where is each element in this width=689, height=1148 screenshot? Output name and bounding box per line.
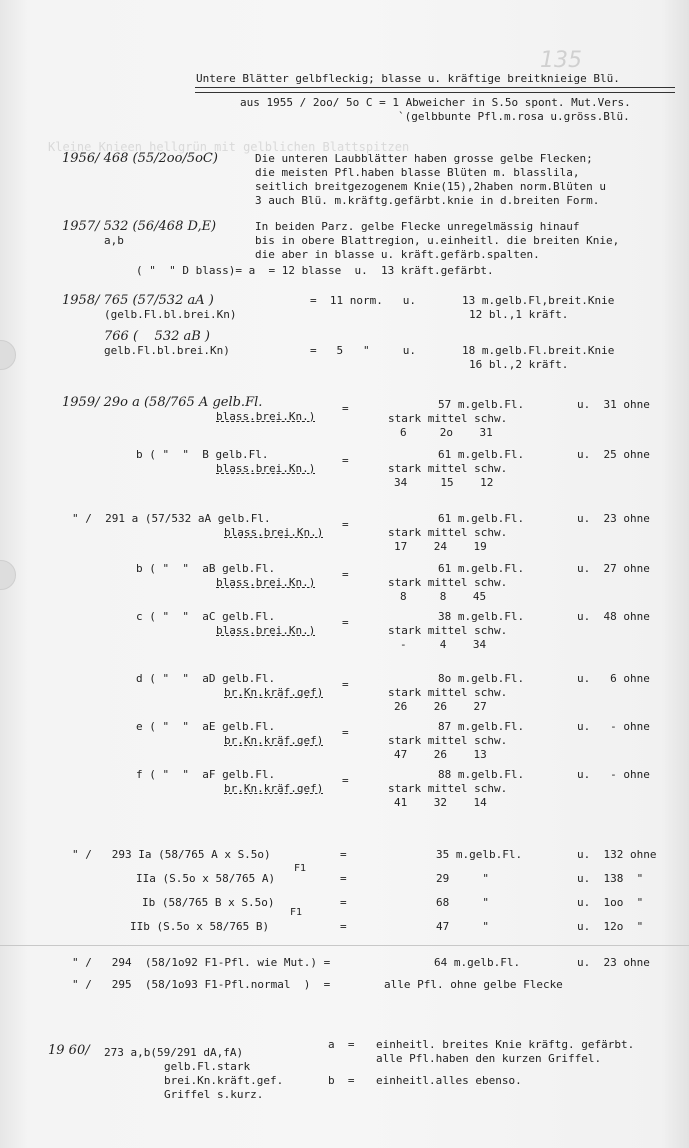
entry-eq: = [342, 568, 349, 581]
result-tail: u. 48 ohne [577, 610, 650, 623]
entry-eq: = [342, 774, 349, 787]
entry-label: e ( " " aE gelb.Fl. [136, 720, 276, 733]
entry-eq: = [342, 454, 349, 467]
entry-294-tail: u. 23 ohne [577, 956, 650, 969]
entry-label2: br.Kn.kräf.gef) [224, 734, 324, 747]
result-total: 8o m.gelb.Fl. [438, 672, 525, 685]
entry-right: 16 bl.,2 kräft. [469, 358, 569, 371]
header-title: Untere Blätter gelbfleckig; blasse u. kräftige breitknieige Blü. [196, 72, 620, 85]
f1-label: F1 [290, 907, 303, 918]
entry-sub: a,b [104, 234, 124, 247]
entry-result: = 11 norm. u. [310, 294, 416, 307]
cross-eq: = [340, 896, 347, 909]
entry-line: brei.Kn.kräft.gef. [164, 1074, 284, 1087]
entry-text: In beiden Parz. gelbe Flecke unregelmässig hinauf [255, 220, 580, 233]
result-total: 61 m.gelb.Fl. [438, 562, 525, 575]
entry-a1: einheitl. breites Knie kräftg. gefärbt. [376, 1038, 635, 1051]
result-total: 61 m.gelb.Fl. [438, 448, 525, 461]
entry-right: 12 bl.,1 kräft. [469, 308, 569, 321]
result-tail: u. 25 ohne [577, 448, 650, 461]
entry-294-value: 64 m.gelb.Fl. [434, 956, 521, 969]
result-vals: 6 2o 31 [400, 426, 493, 439]
entry-label: b ( " " B gelb.Fl. [136, 448, 269, 461]
cross-tail: u. 132 ohne [577, 848, 657, 861]
entry-label2: blass.brei.Kn.) [216, 624, 316, 637]
result-tail: u. 23 ohne [577, 512, 650, 525]
entry-label: 1959/ 29o a (58/765 A gelb.Fl. [62, 395, 263, 410]
ghost-text: Kleine Knieen hellgrün mit gelblichen Blattspitzen [48, 140, 410, 154]
result-vals: 8 8 45 [400, 590, 487, 603]
result-cols: stark mittel schw. [388, 624, 508, 637]
result-cols: stark mittel schw. [388, 412, 508, 425]
entry-label2: blass.brei.Kn.) [216, 410, 316, 423]
entry-eq: = [342, 616, 349, 629]
entry-text: Die unteren Laubblätter haben grosse gelbe Flecken; [255, 152, 593, 165]
result-tail: u. - ohne [577, 720, 650, 733]
cross-value: 35 m.gelb.Fl. [436, 848, 523, 861]
entry-label: f ( " " aF gelb.Fl. [136, 768, 276, 781]
entry-text: seitlich breitgezogenem Knie(15),2haben norm.Blüten u [255, 180, 606, 193]
entry-text: 3 auch Blü. m.kräftg.gefärbt.knie in d.breiten Form. [255, 194, 600, 207]
entry-295-label: " / 295 (58/1o93 F1-Pfl.normal ) = [72, 978, 331, 991]
entry-label2: br.Kn.kräf.gef) [224, 782, 324, 795]
entry-right: 13 m.gelb.Fl,breit.Knie [462, 294, 615, 307]
result-vals: - 4 34 [400, 638, 487, 651]
result-tail: u. 31 ohne [577, 398, 650, 411]
entry-label2: gelb.Fl.bl.brei.Kn) [104, 344, 230, 357]
result-vals: 47 26 13 [394, 748, 487, 761]
entry-extra: ( " " D blass)= a = 12 blasse u. 13 kräft.gefärbt. [136, 264, 494, 277]
entry-label2: br.Kn.kräf.gef) [224, 686, 324, 699]
cross-label: IIb (S.5o x 58/765 B) [130, 920, 270, 933]
result-vals: 41 32 14 [394, 796, 487, 809]
result-tail: u. 27 ohne [577, 562, 650, 575]
cross-label: " / 293 Ia (58/765 A x S.5o) [72, 848, 271, 861]
entry-label: 273 a,b(59/291 dA,fA) [104, 1046, 244, 1059]
cross-value: 47 " [436, 920, 489, 933]
entry-label: 1957/ 532 (56/468 D,E) [62, 219, 217, 234]
entry-b: b = [328, 1074, 355, 1087]
cross-eq: = [340, 872, 347, 885]
f1-label: F1 [294, 863, 307, 874]
result-cols: stark mittel schw. [388, 526, 508, 539]
result-vals: 17 24 19 [394, 540, 487, 553]
punch-hole [0, 560, 16, 590]
result-vals: 26 26 27 [394, 700, 487, 713]
cross-value: 68 " [436, 896, 489, 909]
cross-tail: u. 1oo " [577, 896, 644, 909]
entry-295-value: alle Pfl. ohne gelbe Flecke [384, 978, 563, 991]
entry-right: 18 m.gelb.Fl.breit.Knie [462, 344, 615, 357]
result-total: 87 m.gelb.Fl. [438, 720, 525, 733]
entry-label: b ( " " aB gelb.Fl. [136, 562, 276, 575]
entry-label: " / 291 a (57/532 aA gelb.Fl. [72, 512, 271, 525]
entry-label: d ( " " aD gelb.Fl. [136, 672, 276, 685]
entry-eq: = [342, 402, 349, 415]
entry-text: bis in obere Blattregion, u.einheitl. die breiten Knie, [255, 234, 620, 247]
cross-value: 29 " [436, 872, 489, 885]
punch-hole [0, 340, 16, 370]
cross-label: Ib (58/765 B x S.5o) [142, 896, 275, 909]
result-cols: stark mittel schw. [388, 734, 508, 747]
header-sub1: aus 1955 / 2oo/ 5o C = 1 Abweicher in S.5o spont. Mut.Vers. [240, 96, 631, 109]
result-total: 38 m.gelb.Fl. [438, 610, 525, 623]
entry-label2: blass.brei.Kn.) [224, 526, 324, 539]
entry-eq: = [342, 726, 349, 739]
cross-tail: u. 138 " [577, 872, 644, 885]
entry-text: die aber in blasse u. kräft.gefärb.spalten. [255, 248, 540, 261]
entry-eq: = [342, 518, 349, 531]
entry-label2: blass.brei.Kn.) [216, 462, 316, 475]
entry-label: 1956/ 468 (55/2oo/5oC) [62, 151, 218, 166]
entry-label2: blass.brei.Kn.) [216, 576, 316, 589]
page-fold [0, 945, 689, 946]
result-tail: u. 6 ohne [577, 672, 650, 685]
cross-label: IIa (S.5o x 58/765 A) [136, 872, 276, 885]
result-cols: stark mittel schw. [388, 576, 508, 589]
result-total: 88 m.gelb.Fl. [438, 768, 525, 781]
result-cols: stark mittel schw. [388, 686, 508, 699]
entry-label2: (gelb.Fl.bl.brei.Kn) [104, 308, 237, 321]
entry-b1: einheitl.alles ebenso. [376, 1074, 522, 1087]
page-number: 135 [540, 48, 582, 73]
entry-a: a = [328, 1038, 355, 1051]
entry-label: 1958/ 765 (57/532 aA ) [62, 293, 214, 308]
entry-label: 766 ( 532 aB ) [104, 329, 210, 344]
cross-eq: = [340, 920, 347, 933]
entry-result: = 5 " u. [310, 344, 416, 357]
double-rule [195, 87, 675, 93]
result-total: 61 m.gelb.Fl. [438, 512, 525, 525]
cross-tail: u. 12o " [577, 920, 644, 933]
result-tail: u. - ohne [577, 768, 650, 781]
entry-a2: alle Pfl.haben den kurzen Griffel. [376, 1052, 602, 1065]
result-cols: stark mittel schw. [388, 782, 508, 795]
header-sub2: `(gelbbunte Pfl.m.rosa u.gröss.Blü. [398, 110, 630, 123]
entry-label: c ( " " aC gelb.Fl. [136, 610, 276, 623]
result-cols: stark mittel schw. [388, 462, 508, 475]
result-vals: 34 15 12 [394, 476, 494, 489]
entry-year: 19 60/ [48, 1043, 90, 1058]
entry-text: die meisten Pfl.haben blasse Blüten m. blasslila, [255, 166, 580, 179]
entry-eq: = [342, 678, 349, 691]
entry-line: Griffel s.kurz. [164, 1088, 264, 1101]
cross-eq: = [340, 848, 347, 861]
entry-294-label: " / 294 (58/1o92 F1-Pfl. wie Mut.) = [72, 956, 331, 969]
result-total: 57 m.gelb.Fl. [438, 398, 525, 411]
entry-line: gelb.Fl.stark [164, 1060, 251, 1073]
